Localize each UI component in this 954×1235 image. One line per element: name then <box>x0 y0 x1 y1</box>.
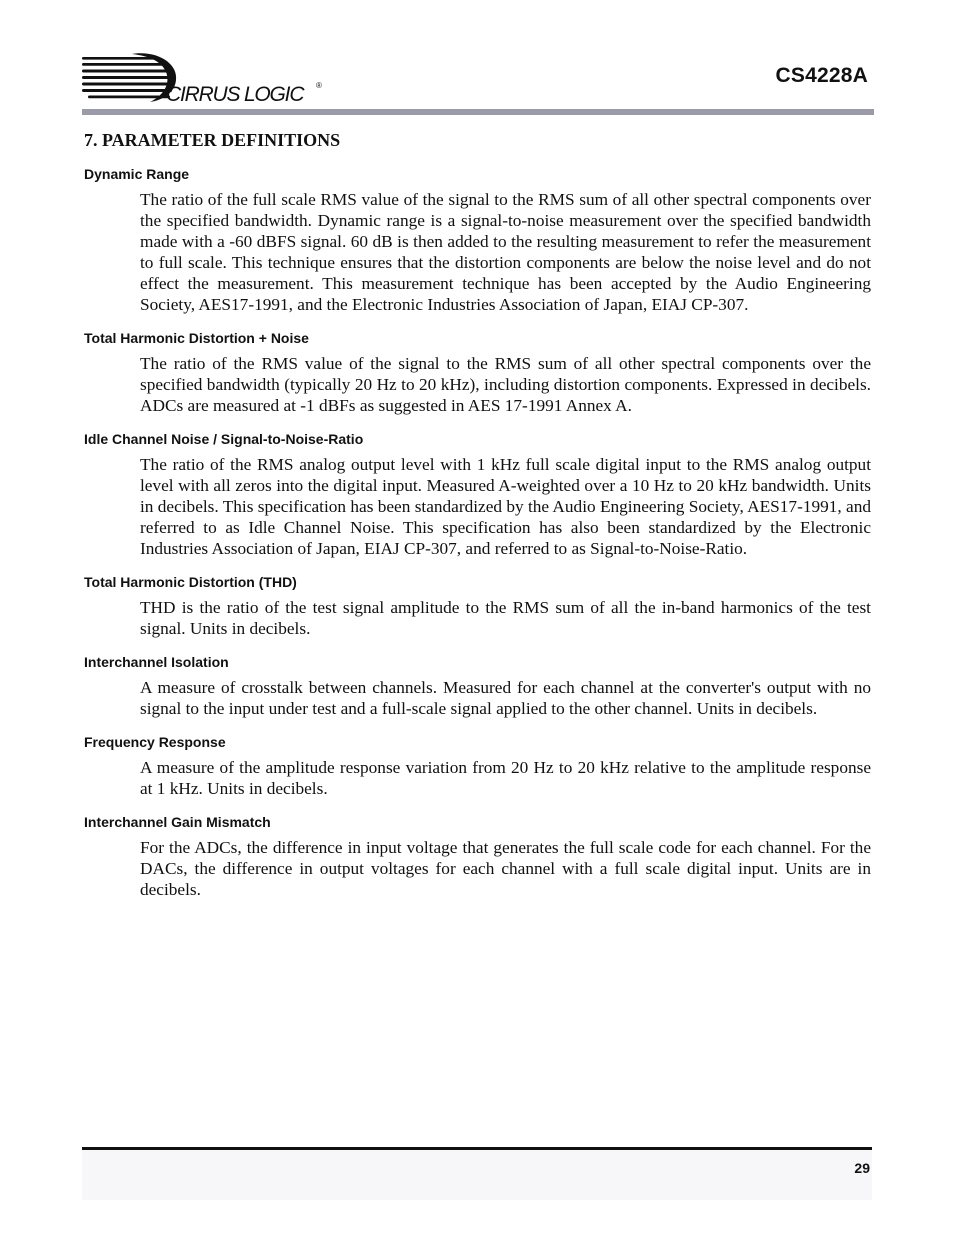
term-description: The ratio of the RMS analog output level with 1 kHz full scale digital input to the RMS analog output level with all zeros into the digital input. Measured A-weighted over a 10 Hz to 20 kHz bandwidth. Units in decibels. This specification has been standardized by the Audio Engineering Society, AES17-1991, and referred to as Idle Channel Noise. This specification has also been standardized by the Electronic Industries Association of Japan, EIAJ CP-307, and referred to as Signal-to-Noise-Ratio. <box>140 455 871 558</box>
term-heading: Idle Channel Noise / Signal-to-Noise-Ratio <box>84 431 364 447</box>
header-rule <box>82 109 874 115</box>
definition-idle-channel-noise <box>84 431 874 559</box>
part-number: CS4228A <box>775 64 868 87</box>
term-description: The ratio of the RMS value of the signal to the RMS sum of all other spectral components over the specified bandwidth (typically 20 Hz to 20 kHz), including distortion components. Expressed in decibels. ADCs are measured at -1 dBFs as suggested in AES 17-1991 Annex A. <box>140 354 871 415</box>
term-description: The ratio of the full scale RMS value of the signal to the RMS sum of all other spectral components over the specified bandwidth. Dynamic range is a signal-to-noise measurement over the specified bandwidth made with a -60 dBFS signal. 60 dB is then added to the resulting measurement to refer the measurement to full scale. This technique ensures that the distortion components are below the noise level and do not effect the measurement. This measurement technique has been accepted by the Audio Engineering Society, AES17-1991, and the Electronic Industries Association of Japan, EIAJ CP-307. <box>140 190 871 314</box>
definition-dynamic-range <box>84 166 874 315</box>
logo-registered-mark: ® <box>316 81 322 90</box>
cirrus-logic-logo <box>80 50 340 110</box>
logo-swoosh-icon <box>82 53 176 102</box>
definition-frequency-response <box>84 734 874 799</box>
definition-interchannel-gain-mismatch <box>84 814 874 900</box>
term-heading: Interchannel Isolation <box>84 654 229 670</box>
page-number: 29 <box>854 1160 870 1176</box>
definition-interchannel-isolation <box>84 654 874 719</box>
definition-thd <box>84 574 874 639</box>
section-title: 7. PARAMETER DEFINITIONS <box>84 130 341 150</box>
term-heading: Total Harmonic Distortion (THD) <box>84 574 297 590</box>
term-heading: Total Harmonic Distortion + Noise <box>84 330 309 346</box>
term-heading: Dynamic Range <box>84 166 190 182</box>
term-heading: Interchannel Gain Mismatch <box>84 814 271 830</box>
term-heading: Frequency Response <box>84 734 226 750</box>
term-description: A measure of crosstalk between channels. Measured for each channel at the converter's output with no signal to the input under test and a full-scale signal applied to the other channel. Units in decibels. <box>140 678 871 718</box>
term-description: THD is the ratio of the test signal amplitude to the RMS sum of all the in-band harmonics of the test signal. Units in decibels. <box>140 598 871 638</box>
logo-wordmark: CIRRUS LOGIC <box>166 83 304 106</box>
definitions-list <box>84 166 874 915</box>
definition-thd-plus-noise <box>84 330 874 416</box>
term-description: A measure of the amplitude response variation from 20 Hz to 20 kHz relative to the amplitude response at 1 kHz. Units in decibels. <box>140 758 871 798</box>
footer-band <box>82 1150 872 1200</box>
term-description: For the ADCs, the difference in input voltage that generates the full scale code for each channel. For the DACs, the difference in output voltages for each channel with a full scale digital input. Units are in decibels. <box>140 838 871 899</box>
